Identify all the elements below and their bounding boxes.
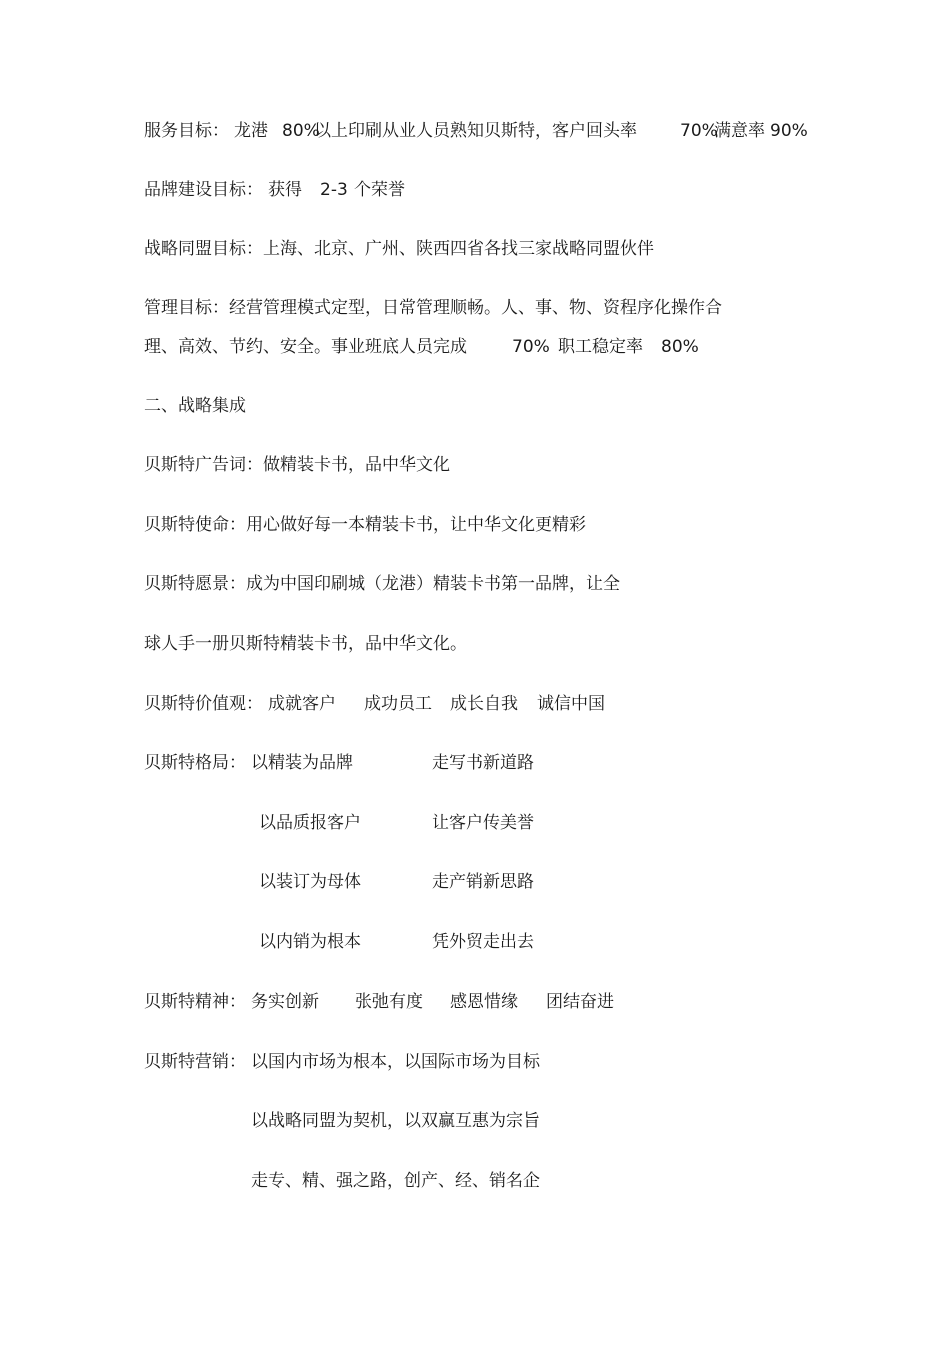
mgmt-goal-line-2	[144, 336, 744, 358]
mgmt-goal-text: 理、高效、节约、安全。事业班底人员完成	[144, 337, 467, 357]
service-goal-label: 服务目标：	[144, 121, 229, 141]
marketing-row-3	[144, 1170, 644, 1192]
brand-goal-label: 品牌建设目标：	[144, 180, 263, 200]
pattern-left-1: 以精装为品牌	[251, 753, 353, 773]
service-goal-percent-1: 80%	[282, 121, 320, 141]
values-item-1: 成就客户	[268, 694, 336, 714]
spirit-line	[144, 991, 664, 1013]
marketing-row-1	[144, 1051, 644, 1073]
mgmt-goal-line-1: 管理目标：经营管理模式定型，日常管理顺畅。人、事、物、资程序化操作合	[144, 298, 722, 318]
service-goal-text: 以上印刷从业人员熟知贝斯特，客户回头率	[314, 121, 637, 141]
values-item-3: 成长自我	[450, 694, 518, 714]
mission-line: 贝斯特使命：用心做好每一本精装卡书，让中华文化更精彩	[144, 515, 586, 535]
marketing-label: 贝斯特营销：	[144, 1052, 246, 1072]
brand-goal-range: 2-3	[320, 180, 348, 200]
service-goal-place: 龙港	[234, 121, 268, 141]
service-goal-line	[144, 120, 844, 142]
marketing-text-2: 以战略同盟为契机，以双赢互惠为宗旨	[251, 1111, 540, 1131]
pattern-right-2: 让客户传美誉	[432, 813, 534, 833]
pattern-right-1: 走写书新道路	[432, 753, 534, 773]
pattern-row-4	[144, 931, 644, 953]
pattern-left-4: 以内销为根本	[259, 932, 361, 952]
marketing-text-3: 走专、精、强之路，创产、经、销名企	[251, 1171, 540, 1191]
values-item-2: 成功员工	[364, 694, 432, 714]
spirit-item-1: 务实创新	[251, 992, 319, 1012]
marketing-row-2	[144, 1110, 644, 1132]
values-line	[144, 693, 644, 715]
vision-line-2: 球人手一册贝斯特精装卡书，品中华文化。	[144, 634, 467, 654]
values-label: 贝斯特价值观：	[144, 694, 263, 714]
brand-goal-text: 个荣誉	[354, 180, 405, 200]
alliance-goal-line: 战略同盟目标：上海、北京、广州、陕西四省各找三家战略同盟伙伴	[144, 239, 654, 259]
mgmt-goal-percent-1: 70%	[512, 337, 550, 357]
pattern-row-2	[144, 812, 644, 834]
service-goal-satisfaction-label: 满意率	[714, 121, 765, 141]
service-goal-percent-3: 90%	[770, 121, 808, 141]
spirit-item-2: 张弛有度	[355, 992, 423, 1012]
pattern-row-3	[144, 871, 644, 893]
slogan-line: 贝斯特广告词：做精装卡书，品中华文化	[144, 455, 450, 475]
spirit-item-4: 团结奋进	[546, 992, 614, 1012]
mgmt-goal-percent-2: 80%	[661, 337, 699, 357]
service-goal-percent-2: 70%	[680, 121, 718, 141]
section-heading: 二、战略集成	[144, 396, 246, 416]
spirit-item-3: 感恩惜缘	[450, 992, 518, 1012]
pattern-label: 贝斯特格局：	[144, 753, 246, 773]
pattern-right-4: 凭外贸走出去	[432, 932, 534, 952]
brand-goal-verb: 获得	[268, 180, 302, 200]
pattern-left-2: 以品质报客户	[259, 813, 361, 833]
pattern-right-3: 走产销新思路	[432, 872, 534, 892]
spirit-label: 贝斯特精神：	[144, 992, 246, 1012]
values-item-4: 诚信中国	[537, 694, 605, 714]
marketing-text-1: 以国内市场为根本，以国际市场为目标	[251, 1052, 540, 1072]
pattern-left-3: 以装订为母体	[259, 872, 361, 892]
vision-line-1: 贝斯特愿景：成为中国印刷城（龙港）精装卡书第一品牌，让全	[144, 574, 620, 594]
mgmt-goal-stability-label: 职工稳定率	[558, 337, 643, 357]
brand-goal-line	[144, 179, 544, 201]
pattern-row-1	[144, 752, 644, 774]
